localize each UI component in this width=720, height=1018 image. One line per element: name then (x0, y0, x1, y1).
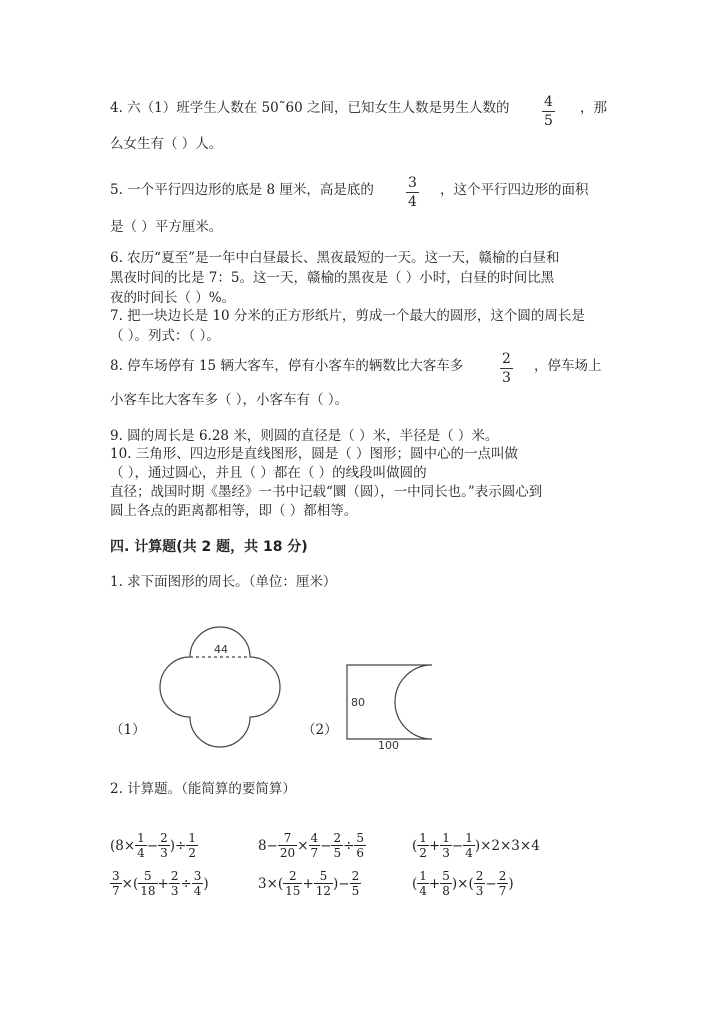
den: 7 (498, 884, 507, 898)
fraction (464, 832, 474, 859)
den: 3 (442, 846, 450, 860)
q10-line3: 直径；战国时期《墨经》一书中记载“圜（圆），一中同长也。”表示圆心到 (110, 484, 543, 500)
expr-text: 3×( (258, 875, 284, 892)
operator: × (297, 837, 309, 854)
num: 4 (310, 831, 319, 845)
q10-line4: 圆上各点的距离都相等，即（ ）都相等。 (110, 503, 358, 519)
q8-frac-den: 3 (502, 370, 511, 386)
q5-line2: 是（ ）平方厘米。 (110, 219, 223, 235)
fig2-width: 100 (378, 739, 399, 752)
den: 4 (465, 846, 473, 860)
num: 5 (144, 869, 152, 883)
num: 2 (498, 869, 507, 883)
c2-prompt: 2. 计算题。（能简算的要简算） (110, 781, 296, 797)
num: 2 (333, 831, 342, 845)
den: 3 (160, 846, 168, 860)
operator: − (451, 837, 464, 854)
expr-text: ) (508, 875, 514, 892)
operator: + (428, 875, 441, 892)
den: 18 (140, 884, 156, 898)
operator: ÷ (180, 875, 192, 892)
expression-1 (110, 832, 198, 859)
q7-line2: （ ）。列式：（ ）。 (110, 328, 220, 344)
q4-line2: 么女生有（ ）人。 (110, 136, 223, 152)
den: 4 (193, 884, 202, 898)
q7-line1: 7. 把一块边长是 10 分米的正方形纸片，剪成一个最大的圆形，这个圆的周长是 (110, 308, 585, 324)
fraction (498, 870, 508, 897)
operator: ÷ (343, 837, 355, 854)
num: 2 (170, 869, 179, 883)
den: 7 (112, 884, 120, 898)
expr-text: )×( (451, 875, 474, 892)
q8-frac-num: 2 (502, 351, 511, 367)
num: 5 (319, 869, 328, 883)
num: 5 (442, 869, 450, 883)
fraction (193, 870, 203, 897)
expression-6 (412, 870, 514, 897)
q10-line2: （ ），通过圆心，并且（ ）都在（ ）的线段叫做圆的 (110, 465, 427, 481)
fraction (418, 832, 428, 859)
fraction (355, 832, 365, 859)
expr-text: (8× (110, 837, 136, 854)
fraction (159, 832, 169, 859)
den: 12 (315, 884, 332, 898)
fraction (441, 832, 451, 859)
fig2-label: （2） (302, 722, 338, 738)
fraction (332, 832, 342, 859)
operator: − (485, 875, 497, 892)
q8-line2: 小客车比大客车多（ ），小客车有（ ）。 (110, 392, 349, 408)
q6-line2: 黑夜时间的比是 7：5。这一天，赣榆的黑夜是（ ）小时，白昼的时间比黑 (110, 270, 555, 286)
fraction (418, 870, 428, 897)
expr-text: ( (412, 875, 418, 892)
expr-text: )×2×3×4 (474, 837, 540, 854)
fraction (441, 870, 451, 897)
num: 1 (419, 869, 427, 883)
section-heading: 四. 计算题(共 2 题，共 18 分) (110, 539, 308, 555)
den: 3 (475, 884, 484, 898)
den: 2 (419, 846, 427, 860)
den: 7 (310, 846, 319, 860)
num: 3 (112, 869, 120, 883)
expr-text: 8− (258, 837, 278, 854)
den: 4 (137, 846, 145, 860)
fraction (139, 870, 156, 897)
fig1-dimension: 44 (214, 643, 228, 656)
num: 1 (188, 831, 196, 845)
den: 6 (356, 846, 365, 860)
fraction (475, 870, 485, 897)
num: 1 (465, 831, 473, 845)
operator: + (302, 875, 314, 892)
expr-text: )÷ (169, 837, 187, 854)
den: 20 (279, 846, 296, 860)
operator: − (146, 837, 159, 854)
q5-line1-b: ，这个平行四边形的面积 (440, 182, 589, 198)
fraction (284, 870, 301, 897)
expr-text: )− (333, 875, 350, 892)
operator: + (428, 837, 441, 854)
num: 2 (160, 831, 168, 845)
num: 5 (356, 831, 365, 845)
num: 3 (193, 869, 202, 883)
fraction (351, 870, 361, 897)
fraction (310, 832, 320, 859)
expr-text: ×( (121, 875, 139, 892)
operator: + (157, 875, 169, 892)
num: 7 (283, 831, 292, 845)
q5-line1-a: 5. 一个平行四边形的底是 8 厘米，高是底的 (110, 182, 374, 198)
num: 1 (419, 831, 427, 845)
fraction (187, 832, 197, 859)
q8-line1-a: 8. 停车场停有 15 辆大客车，停有小客车的辆数比大客车多 (110, 358, 464, 374)
q10-line1: 10. 三角形、四边形是直线图形，圆是（ ）图形；圆中心的一点叫做 (110, 446, 519, 462)
c1-prompt: 1. 求下面图形的周长。（单位：厘米） (110, 574, 337, 590)
q5-frac-num: 3 (408, 175, 417, 191)
den: 2 (188, 846, 196, 860)
expression-3 (412, 832, 540, 859)
expression-4 (110, 870, 209, 897)
q9-line1: 9. 圆的周长是 6.28 米，则圆的直径是（ ）米，半径是（ ）米。 (110, 428, 499, 444)
expr-text: ( (412, 837, 418, 854)
q8-line1-b: ，停车场上 (534, 358, 602, 374)
num: 1 (442, 831, 450, 845)
expr-text: ) (203, 875, 209, 892)
q5-frac-den: 4 (408, 194, 417, 210)
den: 15 (285, 884, 301, 898)
expression-5 (258, 870, 361, 897)
den: 5 (351, 884, 360, 898)
fraction (170, 870, 180, 897)
q6-line1: 6. 农历“夏至”是一年中白昼最长、黑夜最短的一天。这一天，赣榆的白昼和 (110, 250, 560, 266)
fraction (136, 832, 146, 859)
num: 2 (475, 869, 484, 883)
den: 5 (333, 846, 342, 860)
den: 3 (170, 884, 179, 898)
q4-frac-den: 5 (544, 113, 553, 129)
fraction (279, 832, 296, 859)
den: 4 (419, 884, 427, 898)
expression-2 (258, 832, 366, 859)
q4-frac-num: 4 (544, 94, 553, 110)
num: 2 (351, 869, 360, 883)
den: 8 (442, 884, 450, 898)
fraction (315, 870, 332, 897)
num: 2 (288, 869, 297, 883)
q4-line1-a: 4. 六（1）班学生人数在 50˜60 之间，已知女生人数是男生人数的 (110, 100, 510, 116)
num: 1 (137, 831, 145, 845)
q6-line3: 夜的时间长（ ）%。 (110, 290, 236, 306)
fraction (111, 870, 121, 897)
operator: − (320, 837, 332, 854)
fig1-label: （1） (110, 722, 146, 738)
fig2-height: 80 (351, 696, 365, 709)
q4-line1-b: ，那 (580, 100, 607, 116)
